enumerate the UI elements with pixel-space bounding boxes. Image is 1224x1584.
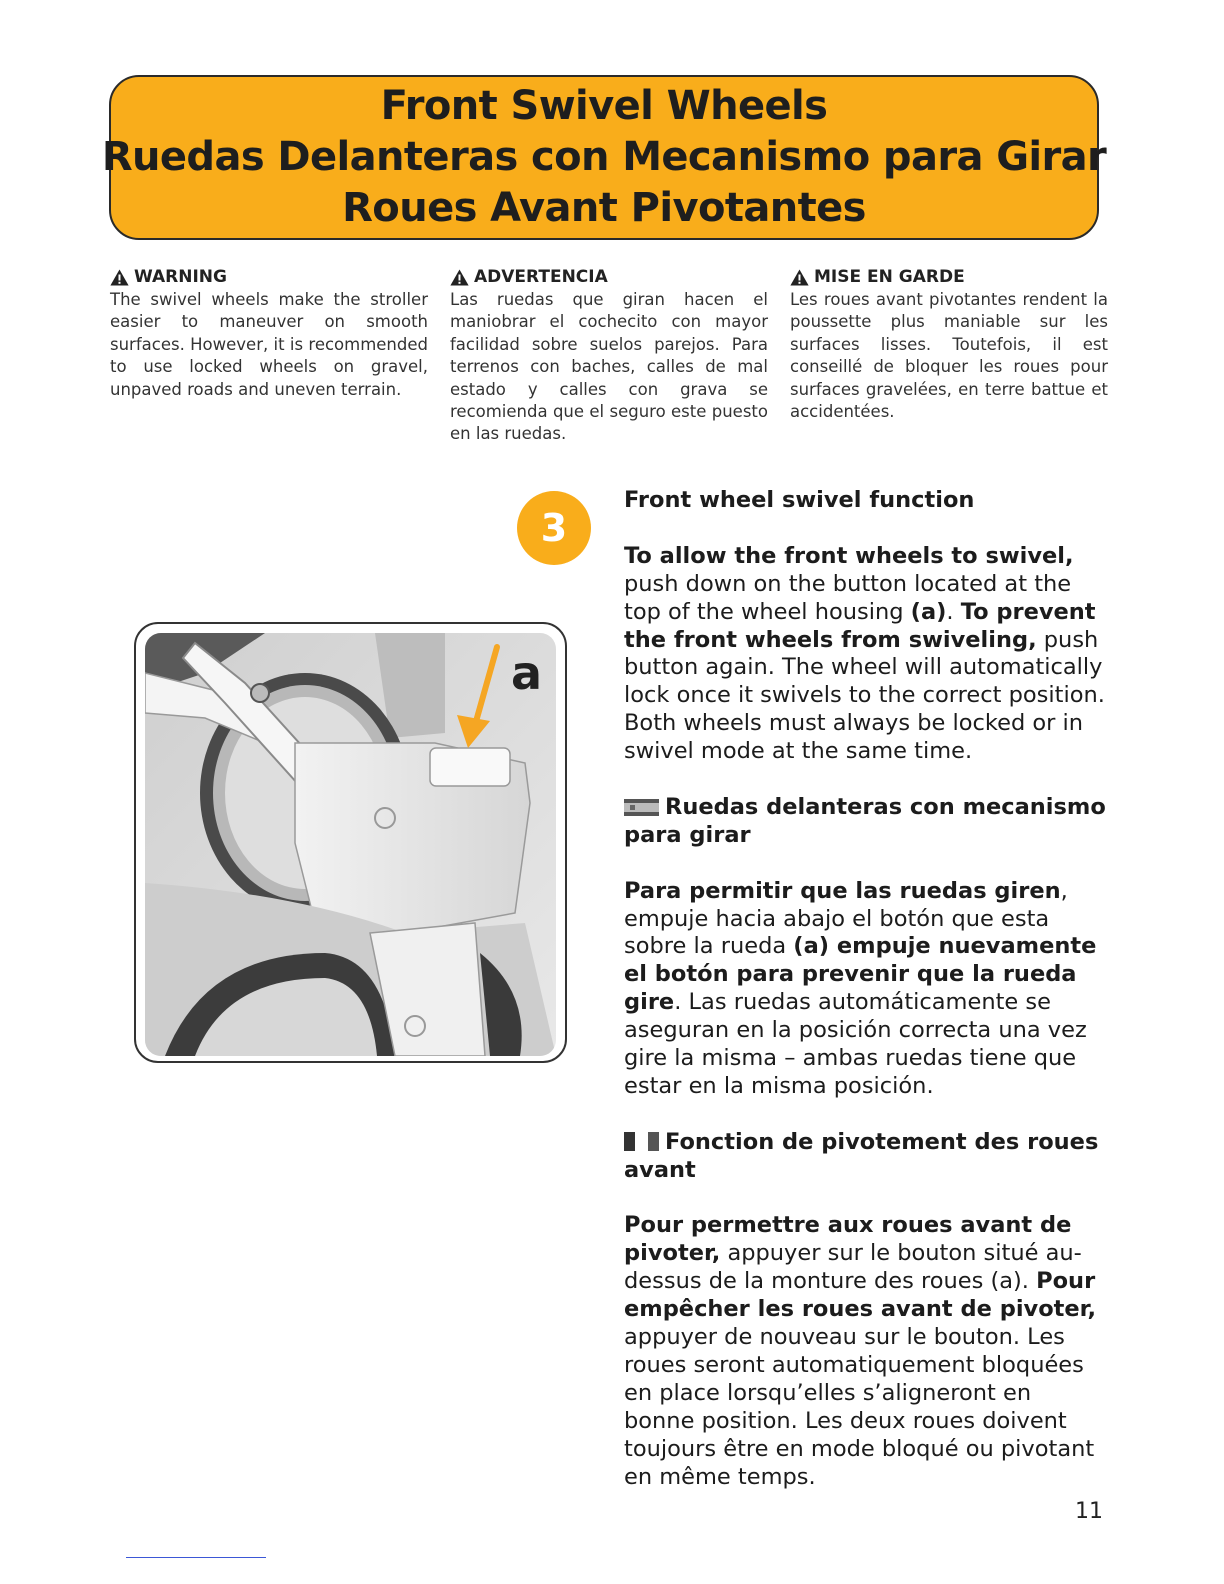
title-banner [101, 75, 1107, 240]
warning-text: Las ruedas que giran hacen el maniobrar el cochecito con mayor facilidad sobre suelos parejos. Para terrenos con baches, calles de mal estado y calles con grava se recomienda que el seguro este puesto en las ruedas. [450, 290, 768, 444]
warning-spanish [450, 266, 768, 446]
page-number: 11 [1075, 1499, 1103, 1524]
body-text: . Las ruedas automáticamente se aseguran en la posición correcta una vez gire la misma – ambas ruedas tiene que estar en la misma posición. [624, 989, 1087, 1099]
spanish-heading [624, 794, 1108, 850]
warning-heading [790, 266, 1108, 288]
spanish-heading-text: Ruedas delanteras con mecanismo para girar [624, 793, 1106, 848]
instructions-column [624, 487, 1108, 1492]
warning-heading [450, 266, 768, 288]
wheel-photo [145, 633, 556, 1056]
wheel-housing-illustration [145, 633, 556, 1056]
body-text: appuyer de nouveau sur le bouton. Les roues seront automatiquement bloquées en place lorsqu’elles s’aligneront en bonne position. Les deux roues doivent toujours être en mode bloqué ou pivotant en même temps. [624, 1324, 1095, 1490]
bold-text: Pour permettre aux roues avant de pivoter, [624, 1212, 1072, 1267]
warning-heading-text: WARNING [134, 267, 227, 287]
warning-heading-text: MISE EN GARDE [814, 267, 965, 287]
callout-label-a: a [511, 646, 543, 700]
bold-text: (a) [910, 598, 947, 625]
body-text: push down on the button located at the top of the wheel housing [624, 570, 1072, 625]
warning-text: Les roues avant pivotantes rendent la poussette plus maniable sur les surfaces lisses. Toutefois, il est conseillé de bloquer les roues pour surfaces gravelées, en terre battue et accidentées. [790, 290, 1108, 422]
bold-text: To prevent the front wheels from swiveling, [624, 598, 1096, 653]
body-text: . [946, 598, 961, 625]
bold-text: To allow the front wheels to swivel, [624, 542, 1074, 569]
warning-english [110, 266, 428, 401]
english-heading-text: Front wheel swivel function [624, 487, 975, 513]
english-heading [624, 487, 1108, 515]
body-text: push button again. The wheel will automatically lock once it swivels to the correct position. Both wheels must always be locked or in swivel mode at the same time. [624, 626, 1105, 765]
warning-triangle-icon [790, 269, 809, 286]
spanish-paragraph [624, 878, 1108, 1101]
spain-flag-icon [624, 799, 659, 816]
warning-heading-text: ADVERTENCIA [474, 267, 608, 287]
wheel-photo-frame [134, 622, 567, 1063]
title-english: Front Swivel Wheels [380, 83, 828, 129]
bold-text: Pour empêcher les roues avant de pivoter, [624, 1268, 1097, 1323]
warning-triangle-icon [110, 269, 129, 286]
title-spanish: Ruedas Delanteras con Mecanismo para Girar [101, 134, 1107, 180]
warning-french [790, 266, 1108, 423]
bold-text: Para permitir que las ruedas giren [624, 877, 1061, 904]
bold-text: (a) empuje nuevamente el botón para prevenir que la rueda gire [624, 933, 1097, 1016]
body-text: appuyer sur le bouton situé au-dessus de la monture des roues (a). [624, 1240, 1082, 1295]
warning-triangle-icon [450, 269, 469, 286]
french-heading-text: Fonction de pivotement des roues avant [624, 1128, 1099, 1183]
warning-heading [110, 266, 428, 288]
french-heading [624, 1129, 1108, 1185]
english-paragraph [624, 543, 1108, 766]
warning-text: The swivel wheels make the stroller easier to maneuver on smooth surfaces. However, it is recommended to use locked wheels on gravel, unpaved roads and uneven terrain. [110, 290, 428, 399]
step-number-badge: 3 [517, 491, 591, 565]
title-french: Roues Avant Pivotantes [342, 185, 866, 231]
france-flag-icon [624, 1132, 659, 1151]
french-paragraph [624, 1212, 1108, 1491]
footer-rule [126, 1557, 266, 1558]
body-text: , empuje hacia abajo el botón que esta sobre la rueda [624, 877, 1068, 960]
